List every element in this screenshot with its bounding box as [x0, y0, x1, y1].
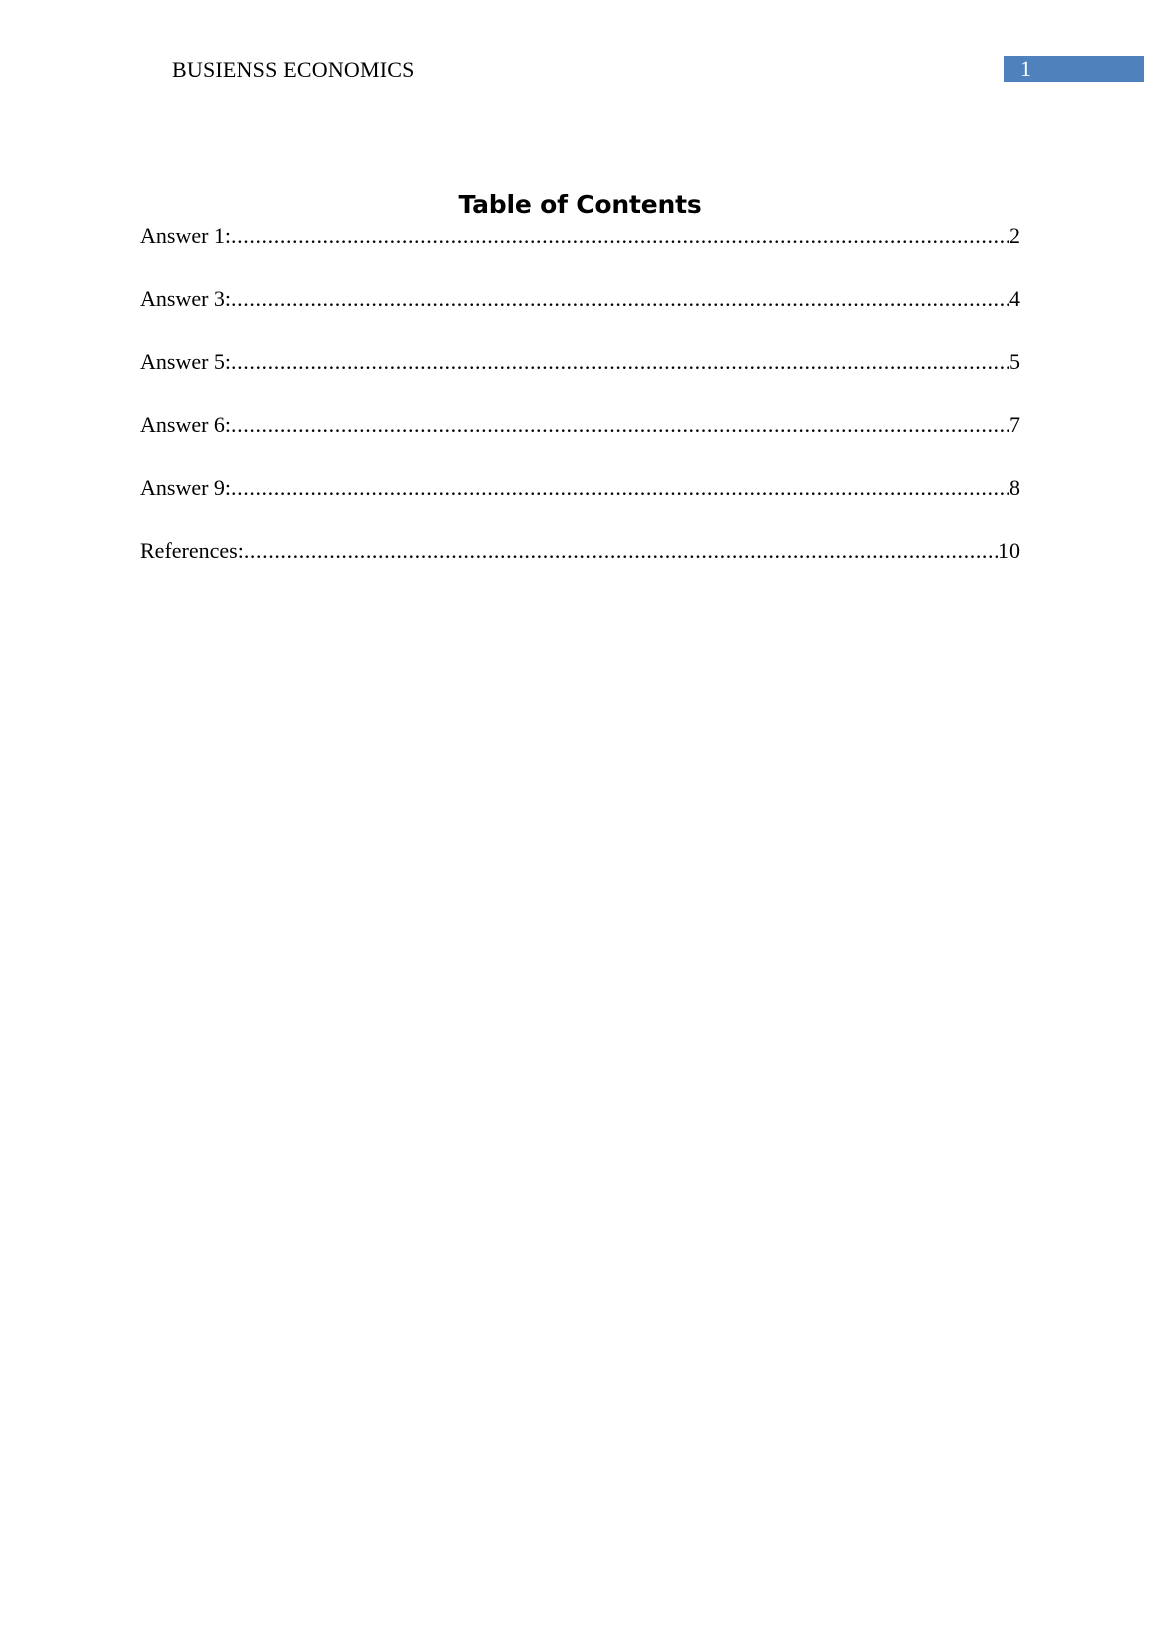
toc-entry-label: Answer 1: — [140, 223, 232, 248]
toc-entry-answer-6[interactable] — [140, 412, 1020, 438]
table-of-contents — [140, 180, 1020, 601]
toc-entry-answer-9[interactable] — [140, 475, 1020, 501]
toc-title: Table of Contents — [458, 190, 702, 219]
toc-dot-leader — [231, 223, 1009, 249]
toc-entry-label: Answer 5: — [140, 349, 232, 374]
toc-entry-answer-5[interactable] — [140, 349, 1020, 375]
toc-entry-page: 5 — [1009, 349, 1020, 374]
toc-entry-label: References: — [140, 538, 244, 563]
toc-dot-leader — [231, 475, 1009, 501]
page-header — [0, 0, 1158, 100]
toc-entry-page: 10 — [998, 538, 1020, 563]
toc-list — [140, 223, 1020, 564]
toc-entry-references[interactable] — [140, 538, 1020, 564]
toc-dot-leader — [244, 538, 998, 564]
toc-dot-leader — [231, 412, 1009, 438]
toc-entry-page: 7 — [1009, 412, 1020, 437]
toc-entry-page: 8 — [1009, 475, 1020, 500]
running-head: BUSIENSS ECONOMICS — [172, 57, 415, 82]
toc-entry-page: 2 — [1009, 223, 1020, 248]
toc-entry-page: 4 — [1009, 286, 1020, 311]
toc-entry-label: Answer 3: — [140, 286, 232, 311]
toc-entry-label: Answer 6: — [140, 412, 232, 437]
page-number-badge: 1 — [1004, 56, 1144, 82]
toc-dot-leader — [231, 286, 1009, 312]
toc-entry-answer-3[interactable] — [140, 286, 1020, 312]
toc-dot-leader — [231, 349, 1009, 375]
toc-entry-label: Answer 9: — [140, 475, 232, 500]
toc-entry-answer-1[interactable] — [140, 223, 1020, 249]
